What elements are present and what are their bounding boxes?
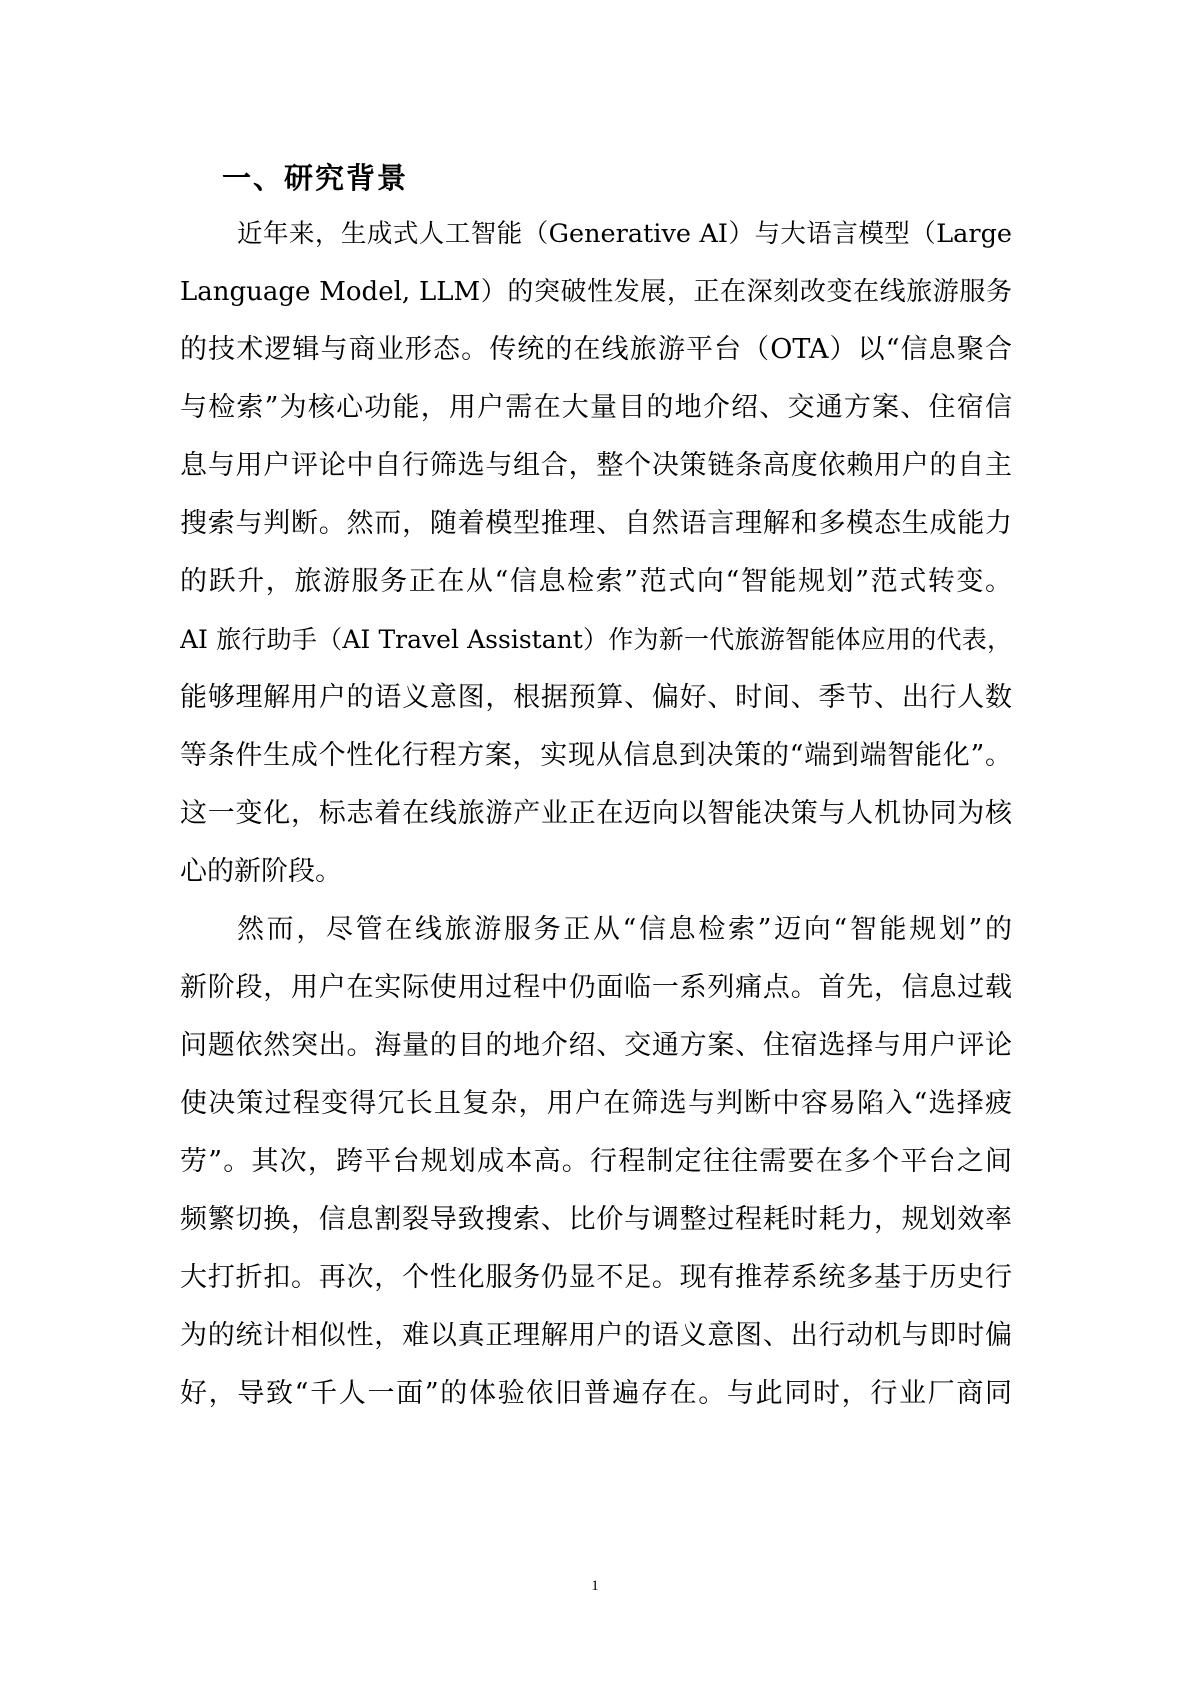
paragraph-2-line: 然而，尽管在线旅游服务正从“信息检索”迈向“智能规划”的 <box>237 914 1012 945</box>
paragraph-1-line: Language Model, LLM）的突破性发展，正在深刻改变在线旅游服务 <box>180 277 1012 307</box>
page-number: 1 <box>591 1578 599 1594</box>
paragraph-2-line: 劳”。其次，跨平台规划成本高。行程制定往往需要在多个平台之间 <box>180 1146 1012 1177</box>
paragraph-2-line: 新阶段，用户在实际使用过程中仍面临一系列痛点。首先，信息过载 <box>180 972 1012 1003</box>
paragraph-2-line: 大打折扣。再次，个性化服务仍显不足。现有推荐系统多基于历史行 <box>180 1262 1012 1293</box>
paragraph-1-line: 与检索”为核心功能，用户需在大量目的地介绍、交通方案、住宿信 <box>180 392 1012 423</box>
paragraph-1-line: 搜索与判断。然而，随着模型推理、自然语言理解和多模态生成能力 <box>180 508 1012 539</box>
paragraph-1-line: 这一变化，标志着在线旅游产业正在迈向以智能决策与人机协同为核 <box>180 798 1012 829</box>
paragraph-1-line: 等条件生成个性化行程方案，实现从信息到决策的“端到端智能化”。 <box>180 740 1012 771</box>
paragraph-1-line: 息与用户评论中自行筛选与组合，整个决策链条高度依赖用户的自主 <box>180 450 1012 481</box>
paragraph-2-line: 为的统计相似性，难以真正理解用户的语义意图、出行动机与即时偏 <box>180 1320 1012 1351</box>
paragraph-2-line: 频繁切换，信息割裂导致搜索、比价与调整过程耗时耗力，规划效率 <box>180 1204 1012 1235</box>
paragraph-1-line: 心的新阶段。 <box>180 856 342 887</box>
paragraph-1-line: 的跃升，旅游服务正在从“信息检索”范式向“智能规划”范式转变。 <box>180 566 1012 597</box>
paragraph-1-line: AI 旅行助手（AI Travel Assistant）作为新一代旅游智能体应用的代表， <box>180 625 1012 654</box>
paragraph-2-line: 问题依然突出。海量的目的地介绍、交通方案、住宿选择与用户评论 <box>180 1030 1012 1061</box>
paragraph-2-line: 好，导致“千人一面”的体验依旧普遍存在。与此同时，行业厂商同 <box>180 1378 1012 1409</box>
paragraph-1-line: 近年来，生成式人工智能（Generative AI）与大语言模型（Large <box>237 219 1012 249</box>
section-heading: 一、研究背景 <box>222 161 409 195</box>
paragraph-2-line: 使决策过程变得冗长且复杂，用户在筛选与判断中容易陷入“选择疲 <box>180 1088 1012 1119</box>
paragraph-1-line: 能够理解用户的语义意图，根据预算、偏好、时间、季节、出行人数 <box>180 682 1012 713</box>
paragraph-1-line: 的技术逻辑与商业形态。传统的在线旅游平台（OTA）以“信息聚合 <box>180 334 1012 365</box>
